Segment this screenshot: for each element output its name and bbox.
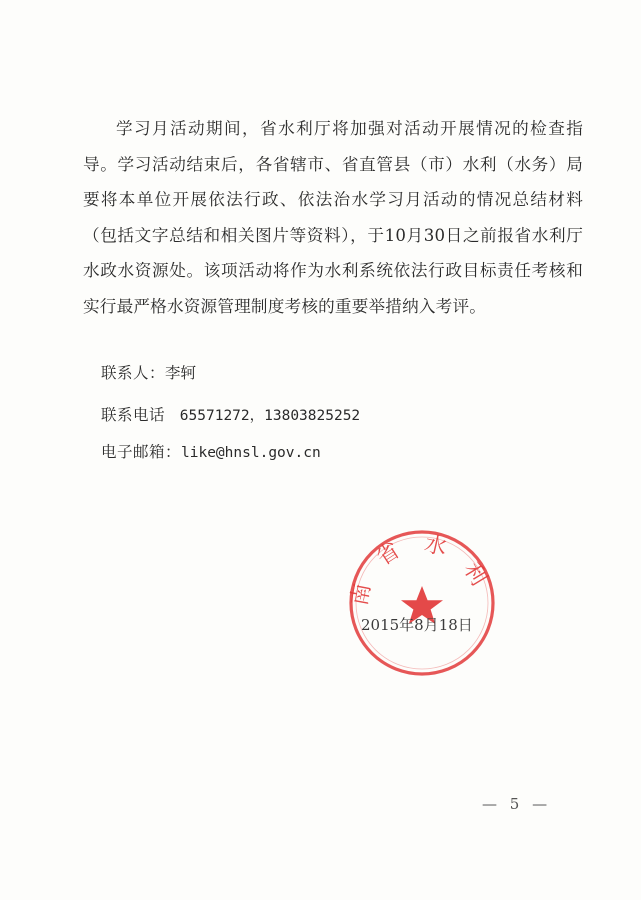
official-seal xyxy=(347,528,497,678)
contact-phone-value: 65571272，13803825252 xyxy=(179,408,361,424)
contact-person-value: 李轲 xyxy=(165,364,197,382)
contact-phone-line xyxy=(101,403,360,425)
contact-person-label: 联系人： xyxy=(101,364,166,382)
contact-email-line xyxy=(101,440,321,462)
contact-email-value: like@hnsl.gov.cn xyxy=(181,445,321,461)
page-number: — 5 — xyxy=(482,795,552,813)
seal-text: 南 省 水 利 xyxy=(347,531,491,608)
contact-email-label: 电子邮箱： xyxy=(101,443,182,461)
contact-person-line xyxy=(101,361,196,383)
contact-phone-label: 联系电话 xyxy=(101,406,166,424)
signature-date: 2015年8月18日 xyxy=(361,616,473,634)
body-paragraph: 学习月活动期间，省水利厅将加强对活动开展情况的检查指导。学习活动结束后，各省辖市、省直管县（市）水利（水务）局要将本单位开展依法行政、依法治水学习月活动的情况总结材料（包括文字总结和相关图片等资料），于10月30日之前报省水利厅水政水资源处。该项活动将作为水利系统依法行政目标责任考核和实行最严格水资源管理制度考核的重要举措纳入考评。 xyxy=(83,119,583,316)
